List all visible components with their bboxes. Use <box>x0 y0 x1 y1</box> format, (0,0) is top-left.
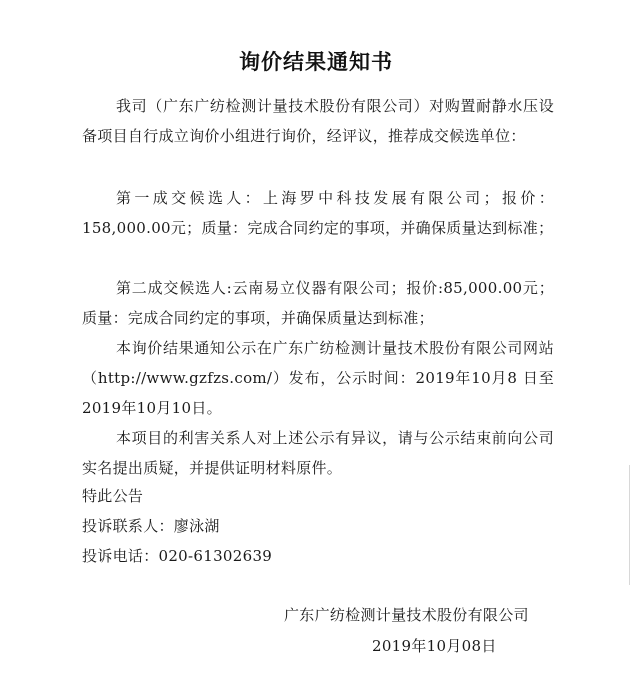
complaint-phone: 投诉电话：020-61302639 <box>82 547 273 565</box>
signature-date: 2019年10月08日 <box>372 637 497 655</box>
candidate-1-paragraph: 第一成交候选人：上海罗中科技发展有限公司；报价：158,000.00元；质量：完成合同约定的事项，并确保质量达到标准； <box>82 189 554 237</box>
complaint-contact: 投诉联系人：廖泳湖 <box>82 517 220 535</box>
scan-edge-mark <box>629 465 630 585</box>
publication-paragraph: 本询价结果通知公示在广东广纺检测计量技术股份有限公司网站（http://www.gzfzs.com/）发布，公示时间：2019年10月8 日至2019年10月10日。 <box>82 339 554 417</box>
candidate-2-paragraph: 第二成交候选人:云南易立仪器有限公司；报价:85,000.00元；质量：完成合同约定的事项，并确保质量达到标准； <box>82 279 554 327</box>
objection-paragraph: 本项目的利害关系人对上述公示有异议，请与公示结束前向公司实名提出质疑，并提供证明材料原件。 <box>82 429 554 477</box>
document-title: 询价结果通知书 <box>239 50 393 74</box>
notice-text: 特此公告 <box>82 487 144 505</box>
signature-company: 广东广纺检测计量技术股份有限公司 <box>284 606 529 624</box>
intro-paragraph: 我司（广东广纺检测计量技术股份有限公司）对购置耐静水压设备项目自行成立询价小组进行询价，经评议，推荐成交候选单位： <box>82 97 554 145</box>
